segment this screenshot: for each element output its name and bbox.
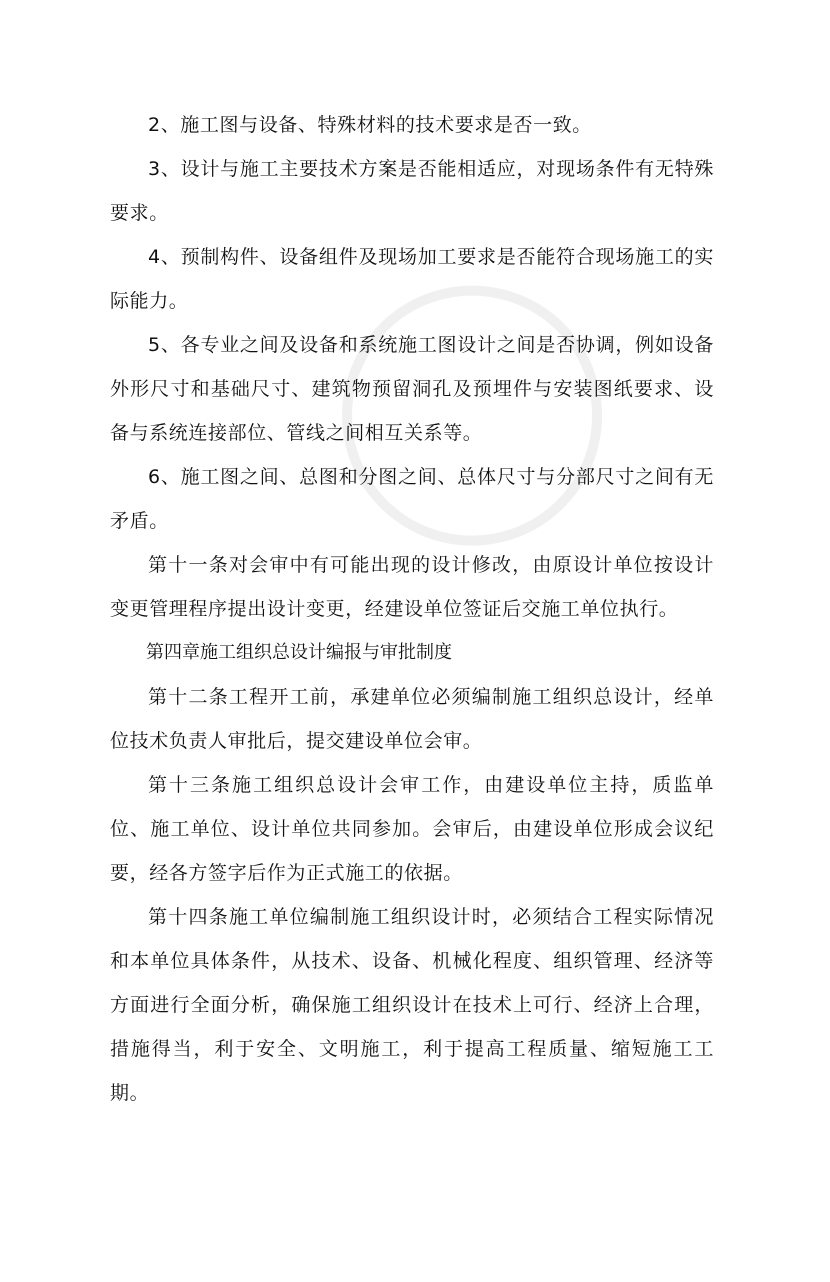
paragraph-item-2: 2、施工图与设备、特殊材料的技术要求是否一致。	[148, 114, 592, 136]
article-11: 第十一条对会审中有可能出现的设计修改，由原设计单位按设计变更管理程序提出设计变更，经建设单位签证后交施工单位执行。	[110, 554, 714, 620]
paragraph-item-5: 5、各专业之间及设备和系统施工图设计之间是否协调，例如设备外形尺寸和基础尺寸、建筑物预留洞孔及预埋件与安装图纸要求、设备与系统连接部位、管线之间相互关系等。	[110, 334, 714, 444]
chapter-4-heading: 第四章施工组织总设计编报与审批制度	[146, 642, 452, 663]
article-14: 第十四条施工单位编制施工组织设计时，必须结合工程实际情况和本单位具体条件，从技术、设备、机械化程度、组织管理、经济等方面进行全面分析，确保施工组织设计在技术上可行、经济上合理，措施得当，利于安全、文明施工，利于提高工程质量、缩短施工工期。	[110, 906, 714, 1104]
paragraph-item-3: 3、设计与施工主要技术方案是否能相适应，对现场条件有无特殊要求。	[110, 158, 714, 224]
article-13: 第十三条施工组织总设计会审工作，由建设单位主持，质监单位、施工单位、设计单位共同参加。会审后，由建设单位形成会议纪要，经各方签字后作为正式施工的依据。	[110, 774, 714, 884]
paragraph-item-4: 4、预制构件、设备组件及现场加工要求是否能符合现场施工的实际能力。	[110, 246, 714, 312]
paragraph-item-6: 6、施工图之间、总图和分图之间、总体尺寸与分部尺寸之间有无矛盾。	[110, 466, 714, 532]
article-12: 第十二条工程开工前，承建单位必须编制施工组织总设计，经单位技术负责人审批后，提交建设单位会审。	[110, 686, 714, 752]
document-body	[110, 103, 714, 1115]
